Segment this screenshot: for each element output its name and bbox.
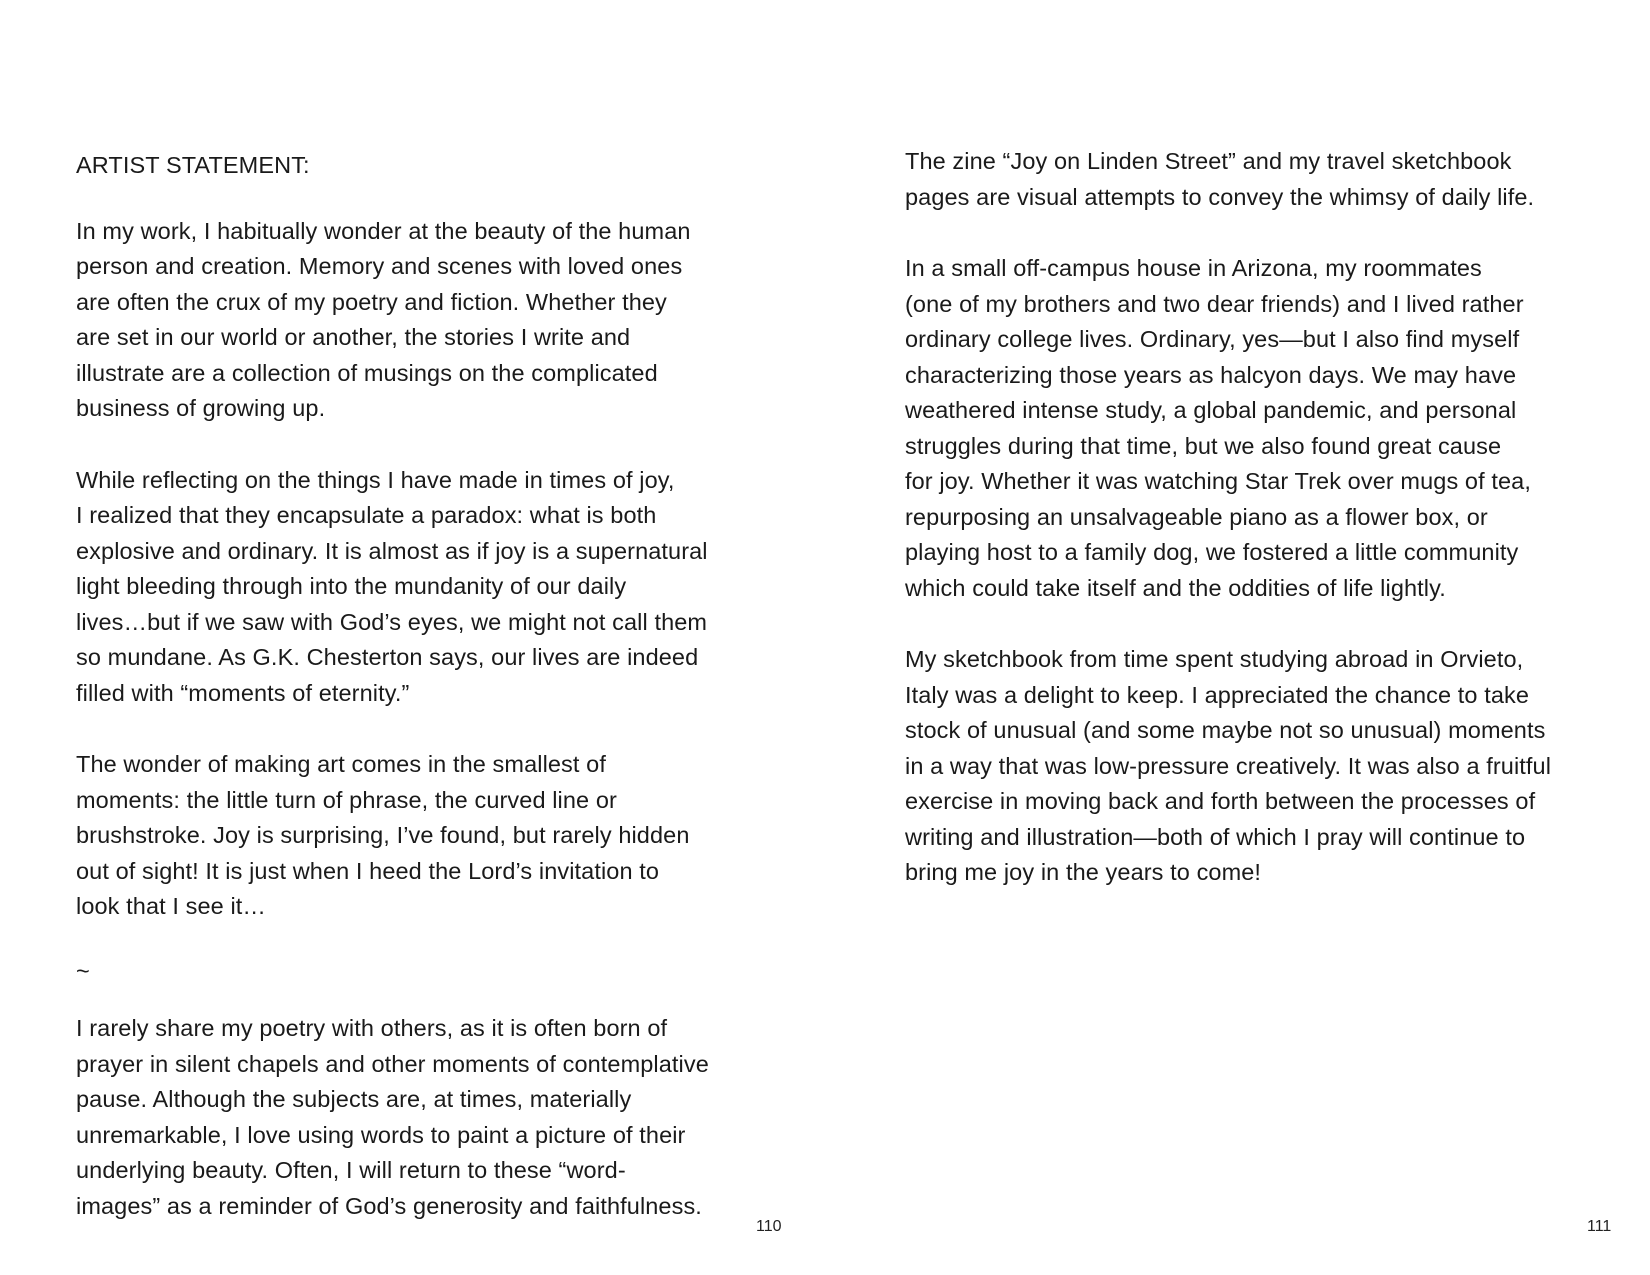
text-line: in a way that was low-pressure creatively. It was also a fruitful: [905, 752, 1552, 779]
right-text-column: [905, 144, 1595, 927]
text-line: moments: the little turn of phrase, the curved line or: [76, 786, 617, 813]
text-line: filled with “moments of eternity.”: [76, 679, 410, 706]
paragraph-wonder: [76, 747, 766, 925]
text-line: repurposing an unsalvageable piano as a flower box, or: [905, 503, 1488, 530]
text-line: (one of my brothers and two dear friends) and I lived rather: [905, 290, 1524, 317]
text-line: exercise in moving back and forth between the processes of: [905, 788, 1536, 814]
text-line: writing and illustration—both of which I pray will continue to: [905, 823, 1526, 850]
artist-statement-heading: ARTIST STATEMENT:: [76, 152, 310, 178]
paragraph-arizona: [905, 251, 1595, 606]
text-line: Italy was a delight to keep. I appreciated the chance to take: [905, 681, 1530, 708]
paragraph-paradox: [76, 463, 766, 712]
text-line: struggles during that time, but we also found great cause: [905, 432, 1502, 459]
right-page: [825, 0, 1650, 1275]
text-line: pages are visual attempts to convey the whimsy of daily life.: [905, 183, 1535, 210]
text-line: weathered intense study, a global pandemic, and personal: [905, 397, 1517, 423]
text-line: explosive and ordinary. It is almost as if joy is a supernatural: [76, 537, 708, 564]
text-line: person and creation. Memory and scenes with loved ones: [76, 253, 683, 279]
text-line: The zine “Joy on Linden Street” and my travel sketchbook: [905, 148, 1512, 174]
text-line: images” as a reminder of God’s generosity and faithfulness.: [76, 1192, 702, 1219]
text-line: playing host to a family dog, we fostered a little community: [905, 539, 1519, 565]
text-line: prayer in silent chapels and other moments of contemplative: [76, 1050, 709, 1077]
text-line: out of sight! It is just when I heed the Lord’s invitation to: [76, 857, 660, 884]
page-number-right: 111: [1587, 1218, 1612, 1235]
paragraph-poetry: [76, 1011, 766, 1224]
text-line: underlying beauty. Often, I will return to these “word-: [76, 1157, 626, 1183]
text-line: brushstroke. Joy is surprising, I’ve found, but rarely hidden: [76, 822, 690, 848]
text-line: While reflecting on the things I have made in times of joy,: [76, 466, 675, 493]
text-line: pause. Although the subjects are, at times, materially: [76, 1086, 632, 1112]
paragraph-orvieto: [905, 642, 1595, 891]
text-line: stock of unusual (and some maybe not so unusual) moments: [905, 717, 1546, 743]
text-line: unremarkable, I love using words to paint a picture of their: [76, 1121, 686, 1148]
text-line: are set in our world or another, the stories I write and: [76, 324, 631, 350]
text-line: bring me joy in the years to come!: [905, 859, 1262, 885]
text-line: which could take itself and the oddities of life lightly.: [905, 574, 1446, 601]
text-line: The wonder of making art comes in the smallest of: [76, 751, 606, 777]
text-line: ordinary college lives. Ordinary, yes—but I also find myself: [905, 326, 1520, 352]
text-line: light bleeding through into the mundanity of our daily: [76, 573, 627, 599]
text-line: illustrate are a collection of musings on the complicated: [76, 359, 658, 386]
text-line: look that I see it…: [76, 893, 266, 919]
text-line: business of growing up.: [76, 395, 326, 421]
left-text-column: [76, 148, 766, 1244]
paragraph-zine: [905, 144, 1595, 215]
text-line: In my work, I habitually wonder at the beauty of the human: [76, 217, 691, 244]
text-line: My sketchbook from time spent studying abroad in Orvieto,: [905, 646, 1524, 672]
text-line: for joy. Whether it was watching Star Trek over mugs of tea,: [905, 468, 1531, 494]
text-line: so mundane. As G.K. Chesterton says, our lives are indeed: [76, 644, 699, 670]
text-line: I rarely share my poetry with others, as it is often born of: [76, 1015, 668, 1041]
paragraph-intro: [76, 214, 766, 427]
text-line: I realized that they encapsulate a paradox: what is both: [76, 502, 657, 528]
text-line: lives…but if we saw with God’s eyes, we might not call them: [76, 608, 708, 635]
page-number-left: 110: [756, 1218, 782, 1235]
text-line: In a small off-campus house in Arizona, my roommates: [905, 255, 1482, 281]
text-line: are often the crux of my poetry and fiction. Whether they: [76, 288, 667, 315]
section-separator: ~: [76, 957, 90, 984]
text-line: characterizing those years as halcyon days. We may have: [905, 361, 1517, 388]
